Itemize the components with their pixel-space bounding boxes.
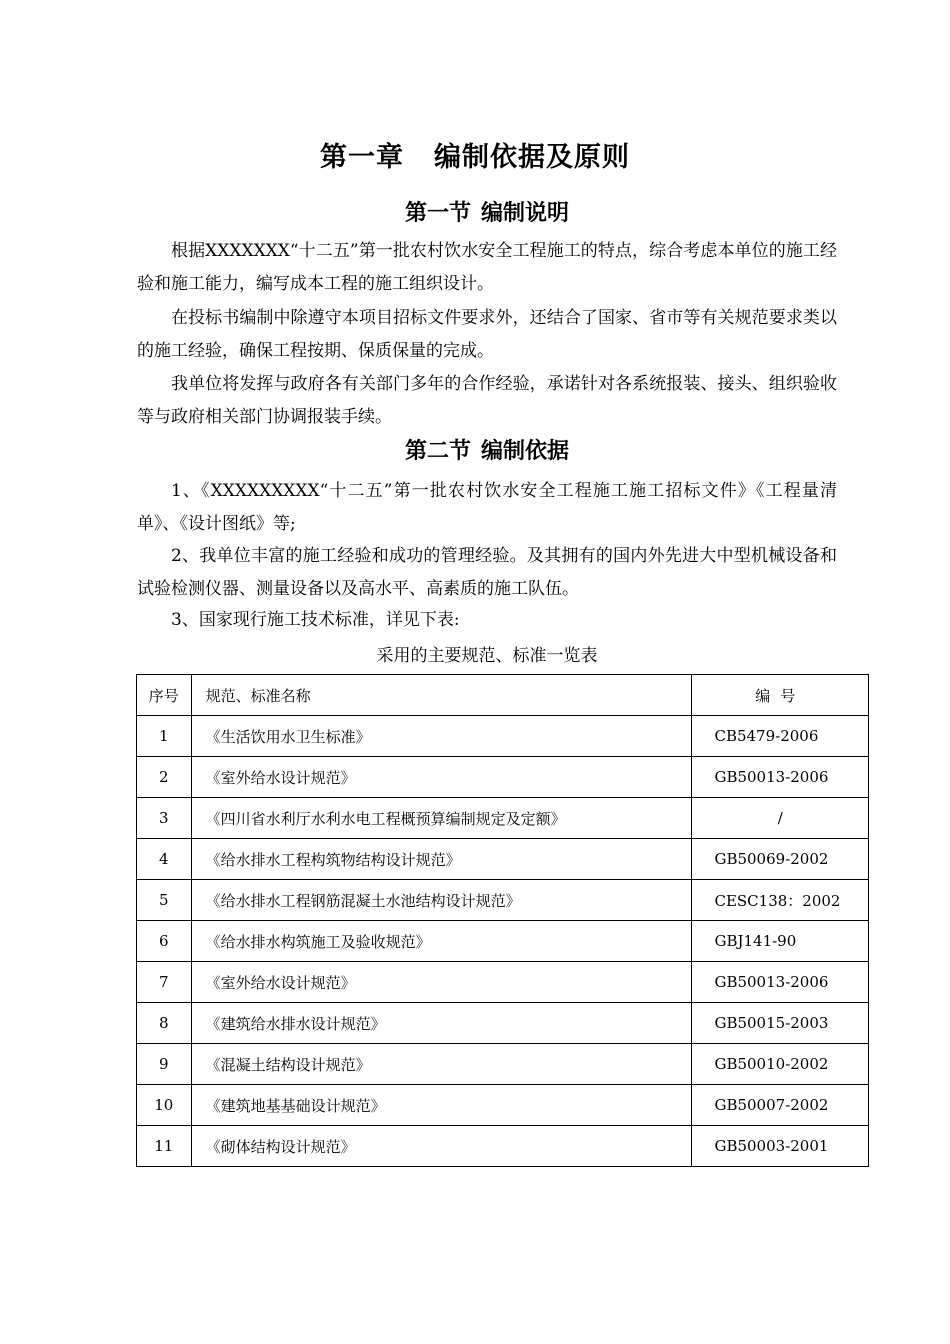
row-name: 《生活饮用水卫生标准》 <box>191 716 692 757</box>
section-1-name: 编制说明 <box>481 201 570 226</box>
chapter-name: 编制依据及原则 <box>434 142 630 173</box>
table-row <box>137 839 869 880</box>
paragraph: 我单位将发挥与政府各有关部门多年的合作经验，承诺针对各系统报装、接头、组织验收等与政府相关部门协调报装手续。 <box>137 374 837 427</box>
row-name: 《混凝土结构设计规范》 <box>191 1044 692 1085</box>
row-code: GB50013-2006 <box>692 757 869 798</box>
row-code: GB50007-2002 <box>692 1085 869 1126</box>
row-code: GB50069-2002 <box>692 839 869 880</box>
table-row <box>137 1044 869 1085</box>
chapter-number: 第一章 <box>320 142 404 173</box>
paragraph: 根据XXXXXXX“十二五”第一批农村饮水安全工程施工的特点，综合考虑本单位的施工经验和施工能力，编写成本工程的施工组织设计。 <box>137 241 837 294</box>
table-row <box>137 716 869 757</box>
row-name: 《给水排水构筑施工及验收规范》 <box>191 921 692 962</box>
section-title-1 <box>0 198 950 230</box>
table-header-row <box>137 675 869 716</box>
row-code: GB50015-2003 <box>692 1003 869 1044</box>
row-no: 6 <box>137 921 192 962</box>
table-row <box>137 798 869 839</box>
row-name: 《给水排水工程构筑物结构设计规范》 <box>191 839 692 880</box>
standards-table <box>136 674 869 1167</box>
row-name: 《四川省水利厅水利水电工程概预算编制规定及定额》 <box>191 798 692 839</box>
row-code: GBJ141-90 <box>692 921 869 962</box>
row-name: 《建筑给水排水设计规范》 <box>191 1003 692 1044</box>
paragraph: 1、《XXXXXXXXX“十二五”第一批农村饮水安全工程施工施工招标文件》《工程量清单》、《设计图纸》等; <box>137 481 837 534</box>
row-no: 2 <box>137 757 192 798</box>
paragraph: 2、我单位丰富的施工经验和成功的管理经验。及其拥有的国内外先进大中型机械设备和试验检测仪器、测量设备以及高水平、高素质的施工队伍。 <box>137 546 837 599</box>
table-row <box>137 962 869 1003</box>
row-no: 8 <box>137 1003 192 1044</box>
header-no: 序号 <box>137 675 192 716</box>
header-code: 编号 <box>692 675 869 716</box>
table-caption: 采用的主要规范、标准一览表 <box>376 646 598 666</box>
section-2-number: 第二节 <box>404 439 471 464</box>
row-no: 1 <box>137 716 192 757</box>
row-name: 《砌体结构设计规范》 <box>191 1126 692 1167</box>
row-name: 《室外给水设计规范》 <box>191 757 692 798</box>
chapter-title <box>0 138 950 178</box>
row-no: 3 <box>137 798 192 839</box>
row-no: 10 <box>137 1085 192 1126</box>
table-row <box>137 1085 869 1126</box>
section-title-2 <box>0 436 950 468</box>
header-name: 规范、标准名称 <box>191 675 692 716</box>
row-name: 《建筑地基基础设计规范》 <box>191 1085 692 1126</box>
row-name: 《给水排水工程钢筋混凝土水池结构设计规范》 <box>191 880 692 921</box>
table-row <box>137 880 869 921</box>
row-no: 9 <box>137 1044 192 1085</box>
section-2-name: 编制依据 <box>481 439 570 464</box>
paragraph: 3、国家现行施工技术标准，详见下表: <box>171 610 460 630</box>
row-no: 5 <box>137 880 192 921</box>
row-name: 《室外给水设计规范》 <box>191 962 692 1003</box>
row-code: GB50010-2002 <box>692 1044 869 1085</box>
table-row <box>137 757 869 798</box>
row-no: 7 <box>137 962 192 1003</box>
table-row <box>137 921 869 962</box>
row-no: 4 <box>137 839 192 880</box>
section-1-number: 第一节 <box>404 201 471 226</box>
row-code: CESC138：2002 <box>692 880 869 921</box>
row-code: GB50013-2006 <box>692 962 869 1003</box>
row-no: 11 <box>137 1126 192 1167</box>
table-row <box>137 1003 869 1044</box>
row-code: GB50003-2001 <box>692 1126 869 1167</box>
table-row <box>137 1126 869 1167</box>
row-code: / <box>692 798 869 839</box>
paragraph: 在投标书编制中除遵守本项目招标文件要求外，还结合了国家、省市等有关规范要求类以的施工经验，确保工程按期、保质保量的完成。 <box>137 308 837 361</box>
row-code: CB5479-2006 <box>692 716 869 757</box>
